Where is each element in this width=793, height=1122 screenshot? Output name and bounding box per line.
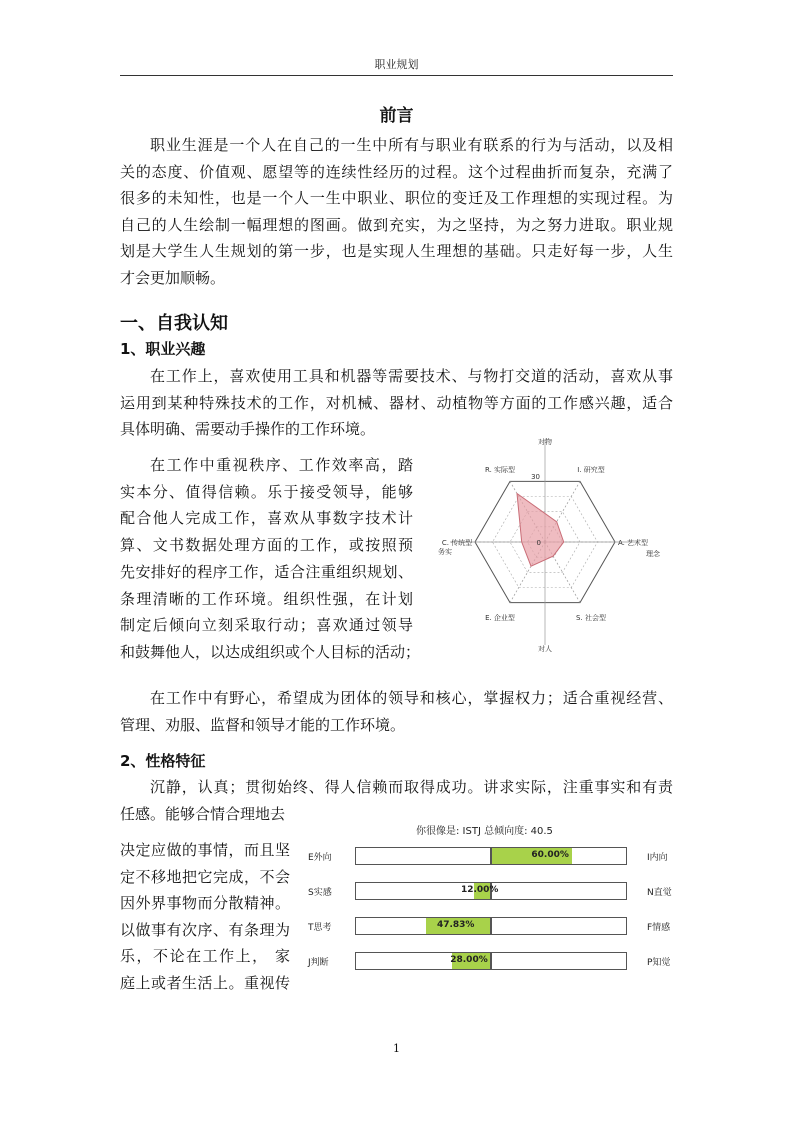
radar-axis-label-left: 务实 bbox=[438, 548, 452, 556]
radar-axis-label-bottom: 对人 bbox=[538, 645, 552, 653]
text-line: 庭上或者生活上。重视传 bbox=[120, 973, 290, 992]
header-rule bbox=[120, 75, 673, 76]
mbti-bar-value: 12.00% bbox=[460, 885, 499, 895]
mbti-bar-track bbox=[491, 882, 627, 900]
text-line: 划是大学生人生规划的第一步，也是实现人生理想的基础。只走好每一步，人生 bbox=[120, 242, 673, 260]
mbti-bar-value: 60.00% bbox=[531, 850, 569, 860]
radar-category-label: S. 社会型 bbox=[576, 614, 606, 622]
radar-data-polygon bbox=[517, 494, 564, 567]
text-line: 条理清晰的工作环境。组织性强，在计划 bbox=[120, 589, 413, 608]
text-line: 决定应做的事情，而且坚 bbox=[120, 841, 290, 859]
radar-category-label: A. 艺术型 bbox=[617, 539, 649, 547]
text-line: 管理、劝服、监督和领导才能的工作环境。 bbox=[120, 715, 406, 734]
section-heading: 一、自我认知 bbox=[120, 313, 228, 334]
preface-title: 前言 bbox=[379, 106, 414, 126]
radar-category-label: E. 企业型 bbox=[485, 614, 515, 622]
text-line: 实本分、值得信赖。乐于接受领导，能够 bbox=[120, 482, 413, 501]
radar-axis-label-top: 对物 bbox=[538, 438, 552, 446]
mbti-left-label: E外向 bbox=[308, 853, 332, 863]
text-line: 先安排好的程序工作，适合注重组织规划、 bbox=[120, 562, 413, 581]
text-line: 因外界事物而分散精神。 bbox=[120, 894, 290, 912]
mbti-bar-value: 28.00% bbox=[450, 955, 488, 965]
text-line: 任感。能够合情合理地去 bbox=[120, 805, 286, 823]
text-line: 很多的未知性，也是一个人一生中职业、职位的变迁及工作理想的实现过程。为 bbox=[120, 189, 673, 207]
mbti-left-label: T思考 bbox=[308, 923, 332, 933]
holland-radar-chart bbox=[420, 435, 670, 655]
subsection-heading-personality: 2、性格特征 bbox=[120, 752, 206, 770]
text-line: 具体明确、需要动手操作的工作环境。 bbox=[120, 420, 376, 438]
text-line: 才会更加顺畅。 bbox=[120, 268, 226, 287]
subsection-heading-interest: 1、职业兴趣 bbox=[120, 340, 206, 358]
mbti-left-label: J判断 bbox=[308, 958, 329, 968]
mbti-right-label: N直觉 bbox=[647, 888, 672, 898]
text-line: 职业生涯是一个人在自己的一生中所有与职业有联系的行为与活动，以及相 bbox=[150, 136, 673, 154]
mbti-right-label: P知觉 bbox=[647, 958, 671, 968]
mbti-chart-title: 你很像是: ISTJ 总倾向度: 40.5 bbox=[416, 826, 553, 837]
text-line: 在工作上，喜欢使用工具和机器等需要技术、与物打交道的活动，喜欢从事 bbox=[150, 367, 673, 385]
mbti-right-label: I内向 bbox=[647, 853, 668, 863]
text-line: 以做事有次序、有条理为 bbox=[120, 920, 290, 939]
text-line: 运用到某种特殊技术的工作，对机械、器材、动植物等方面的工作感兴趣，适合 bbox=[120, 393, 673, 412]
page-number: 1 bbox=[393, 1042, 400, 1055]
radar-category-label: C. 传统型 bbox=[441, 539, 473, 547]
radar-scale-label: 30 bbox=[531, 473, 540, 481]
mbti-bar-track bbox=[491, 952, 627, 970]
text-line: 关的态度、价值观、愿望等的连续性经历的过程。这个过程曲折而复杂，充满了 bbox=[120, 162, 673, 181]
radar-axis-label-right: 理念 bbox=[646, 550, 660, 558]
mbti-bar-value: 47.83% bbox=[436, 920, 475, 930]
text-line: 和鼓舞他人，以达成组织或个人目标的活动； bbox=[120, 642, 421, 661]
text-line: 沉静，认真；贯彻始终、得人信赖而取得成功。讲求实际，注重事实和有责 bbox=[150, 778, 673, 796]
radar-category-label: R. 实际型 bbox=[484, 466, 516, 474]
text-line: 自己的人生绘制一幅理想的图画。做到充实，为之坚持，为之努力进取。职业规 bbox=[120, 215, 673, 234]
mbti-left-label: S实感 bbox=[308, 888, 332, 898]
text-line: 在工作中有野心，希望成为团体的领导和核心，掌握权力；适合重视经营、 bbox=[150, 689, 673, 707]
text-line: 在工作中重视秩序、工作效率高，踏 bbox=[150, 456, 413, 474]
mbti-bar-track bbox=[355, 847, 491, 865]
radar-category-label: I. 研究型 bbox=[577, 466, 605, 474]
text-line: 定不移地把它完成，不会 bbox=[120, 867, 290, 886]
text-line: 配合他人完成工作，喜欢从事数字技术计 bbox=[120, 509, 413, 528]
mbti-right-label: F情感 bbox=[647, 923, 671, 933]
mbti-bar-chart bbox=[300, 820, 680, 980]
text-line: 乐，不论在工作上， 家 bbox=[120, 947, 290, 965]
radar-center-label: 0 bbox=[536, 539, 541, 547]
mbti-bar-track bbox=[491, 917, 627, 935]
text-line: 制定后倾向立刻采取行动；喜欢通过领导 bbox=[120, 616, 413, 635]
text-line: 算、文书数据处理方面的工作，或按照预 bbox=[120, 536, 413, 555]
page-header: 职业规划 bbox=[374, 58, 419, 71]
